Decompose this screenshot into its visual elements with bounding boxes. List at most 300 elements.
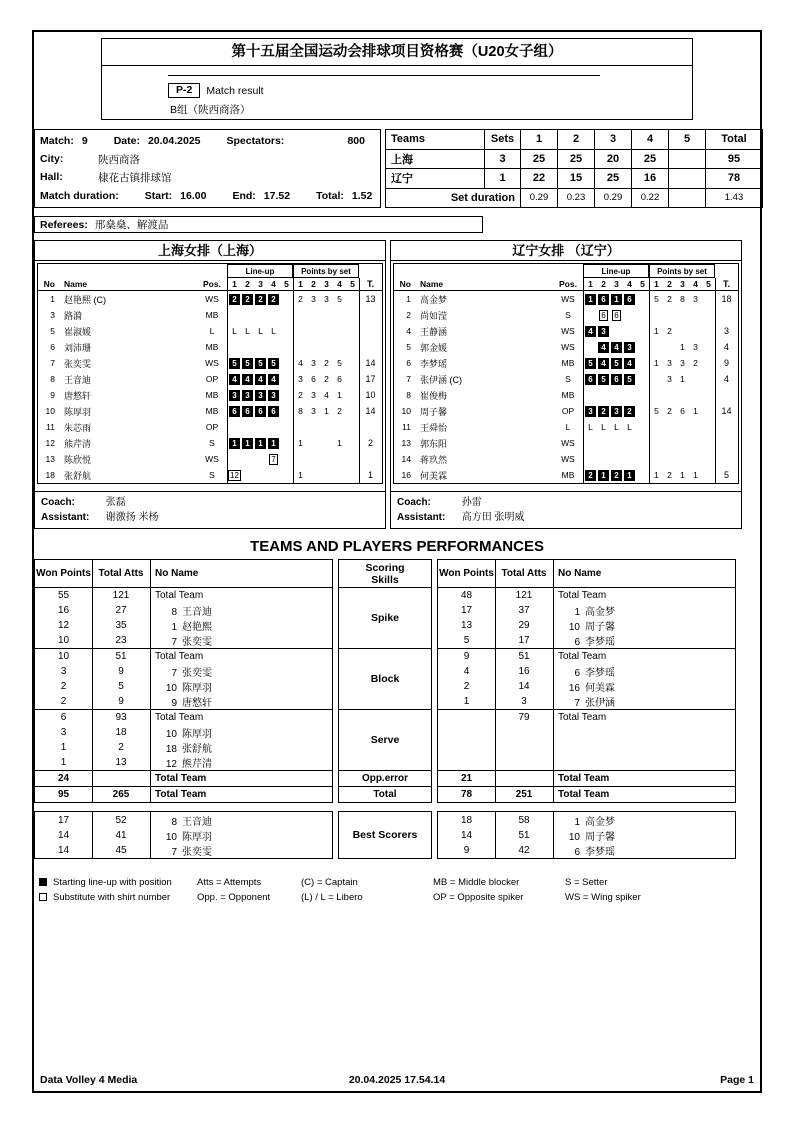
performances-heading: TEAMS AND PLAYERS PERFORMANCES: [250, 538, 544, 555]
lineup-cell: [241, 387, 254, 403]
points-cell: 1: [298, 470, 303, 480]
match-number: 9: [81, 135, 88, 148]
player-position: S: [209, 470, 215, 480]
header-spacer: [715, 264, 737, 278]
best-scorer-row: [35, 813, 332, 828]
player-cell: [553, 603, 735, 618]
player-row: [38, 435, 382, 451]
lineup-cell: [280, 355, 293, 371]
player-name: 何美霖: [585, 683, 615, 694]
player-total-points: 10: [359, 387, 381, 403]
points-cell: [650, 435, 663, 451]
starting-position-square: 3: [268, 390, 279, 401]
starting-position-square: 6: [268, 406, 279, 417]
points-cell: [663, 387, 676, 403]
open-square-icon: [39, 893, 47, 901]
player-row: [394, 419, 738, 435]
lineup-cell: [636, 467, 649, 483]
lineup-cell: [241, 339, 254, 355]
away-roster-table: [393, 263, 739, 484]
lineup-cell: [636, 387, 649, 403]
player-position: MB: [561, 470, 575, 480]
away-player-rows: [394, 291, 738, 483]
performance-row: [438, 603, 735, 618]
points-cell: [320, 339, 333, 355]
player-number: 1: [574, 607, 580, 618]
total-atts-value: 42: [518, 845, 530, 856]
points-cell: 1: [337, 390, 342, 400]
points-cell: 2: [667, 294, 672, 304]
starting-position-square: 6: [598, 294, 609, 305]
total-atts-value: 51: [115, 651, 127, 662]
player-name: 刘沛珊: [64, 342, 92, 353]
roster-group-header: [38, 264, 382, 278]
points-cells: [293, 339, 359, 355]
player-row: [38, 419, 382, 435]
home-team-panel: [34, 240, 386, 529]
away-opp-error-row: [438, 771, 735, 787]
set4-header: 4: [631, 130, 668, 149]
teams-header: Teams: [391, 133, 426, 146]
player-name: 朱芯雨: [64, 422, 92, 433]
player-cell: [553, 843, 735, 858]
set-number-header: 4: [627, 279, 632, 289]
away-set5: [668, 169, 705, 188]
performance-row: [35, 603, 332, 618]
points-cell: 1: [693, 470, 698, 480]
pos-header: Pos.: [203, 279, 221, 289]
opp-error-won: 24: [57, 772, 70, 784]
home-serve-section: [35, 710, 332, 771]
points-cell: [333, 467, 346, 483]
lineup-cell: [623, 323, 636, 339]
player-shirt-number: 1: [50, 294, 55, 304]
points-cell: [320, 467, 333, 483]
points-cell: [650, 307, 663, 323]
points-cells: [293, 307, 359, 323]
player-name: 张舒航: [182, 744, 212, 755]
end-value: 17.52: [263, 189, 291, 202]
total-header: T.: [715, 278, 737, 290]
lineup-cells: [227, 387, 293, 403]
assistant-names: 谢激扬 米杨: [105, 512, 159, 523]
away-block-section: [438, 649, 735, 710]
end-label: End:: [232, 189, 256, 202]
player-shirt-number: 8: [406, 390, 411, 400]
total-team-label: Total Team: [155, 788, 207, 800]
total-header: Total: [705, 130, 762, 149]
starting-position-square: 4: [611, 342, 622, 353]
home-set5: [668, 150, 705, 169]
header-divider-line: [168, 75, 600, 76]
total-atts-value: 58: [518, 815, 530, 826]
away-set4: 16: [631, 169, 668, 188]
player-name: 张奕雯: [182, 847, 212, 858]
points-cell: [650, 451, 663, 467]
player-number: 10: [165, 729, 177, 740]
player-cell: [150, 694, 332, 709]
libero-mark: L: [627, 422, 632, 432]
set-number-header: 1: [588, 279, 593, 289]
lineup-cells: [227, 355, 293, 371]
lineup-cell: [280, 419, 293, 435]
player-row: [38, 355, 382, 371]
player-row: [38, 387, 382, 403]
points-cell: 1: [337, 438, 342, 448]
lineup-cell: [636, 355, 649, 371]
points-cell: [702, 451, 715, 467]
player-name: 高金梦: [585, 817, 615, 828]
lineup-cells: [227, 435, 293, 451]
lineup-cell: [610, 323, 623, 339]
starting-position-square: 5: [255, 358, 266, 369]
points-cell: [307, 307, 320, 323]
player-name: 李梦瑶: [420, 358, 448, 369]
player-total-points: 13: [359, 291, 381, 307]
player-name: 路漪: [64, 310, 83, 321]
player-cell: [553, 813, 735, 828]
lineup-cell: [228, 387, 241, 403]
lineup-cells: [583, 371, 649, 387]
roster-group-header: [394, 264, 738, 278]
starting-position-square: 3: [229, 390, 240, 401]
won-points-value: 3: [60, 727, 67, 738]
match-info-city: [40, 150, 375, 168]
player-position: MB: [205, 390, 219, 400]
lineup-cell: [267, 467, 280, 483]
spectators-value: 800: [347, 135, 365, 148]
total-atts-value: 51: [518, 830, 530, 841]
player-row: [394, 403, 738, 419]
serve-label: Serve: [339, 710, 431, 771]
city-label: City:: [40, 153, 64, 166]
player-number: 9: [171, 698, 177, 709]
performance-row: [438, 649, 735, 664]
player-position: S: [565, 310, 571, 320]
won-points-value: 17: [460, 605, 473, 616]
match-info-hall: [40, 168, 375, 186]
starting-position-square: 1: [229, 438, 240, 449]
player-number: 16: [568, 683, 580, 694]
lineup-cell: [636, 403, 649, 419]
points-cell: [689, 419, 702, 435]
points-cell: [294, 339, 307, 355]
set-number-header: 1: [654, 279, 659, 289]
hall-label: Hall:: [40, 171, 63, 184]
set-number-header: 2: [667, 279, 672, 289]
player-name: 张奕雯: [64, 358, 92, 369]
legend-starting: [39, 877, 197, 888]
won-points-value: 9: [463, 845, 470, 856]
player-shirt-number: 11: [46, 422, 55, 432]
player-cell: [150, 755, 332, 770]
player-cell: [150, 633, 332, 648]
performance-row: [35, 710, 332, 725]
lineup-cell: [584, 451, 597, 467]
libero-mark: L: [614, 422, 619, 432]
points-cell: [663, 307, 676, 323]
points-cells: [649, 435, 715, 451]
points-cell: [702, 339, 715, 355]
points-cell: [346, 371, 359, 387]
name-header: Name: [420, 279, 444, 289]
points-cell: 1: [680, 374, 685, 384]
points-cell: [333, 451, 346, 467]
player-name: 张舒航: [64, 470, 92, 481]
set-number-header: 5: [350, 279, 355, 289]
home-set1: 25: [520, 150, 557, 169]
points-cell: [346, 339, 359, 355]
lineup-cell: [241, 419, 254, 435]
player-position: WS: [561, 454, 575, 464]
away-team-panel: [390, 240, 742, 529]
lineup-cell: [610, 339, 623, 355]
lineup-cell: [597, 339, 610, 355]
points-cell: [346, 291, 359, 307]
set2-duration: 0.23: [557, 189, 594, 208]
won-points-value: 1: [60, 757, 67, 768]
player-cell: [150, 828, 332, 843]
player-cell: [553, 618, 735, 633]
best-scorer-row: [35, 828, 332, 843]
home-team-name: 上海: [391, 153, 413, 166]
starting-position-square: 2: [242, 294, 253, 305]
player-number: 6: [574, 637, 580, 648]
player-position: WS: [561, 342, 575, 352]
player-name: 周子馨: [585, 832, 615, 843]
points-cell: [702, 467, 715, 483]
total-atts-value: 52: [115, 815, 127, 826]
points-cell: 1: [680, 470, 685, 480]
assistant-line: [41, 510, 379, 525]
points-cell: 6: [337, 374, 342, 384]
lineup-cell: [241, 451, 254, 467]
starting-position-square: 4: [229, 374, 240, 385]
lineup-cell: [623, 435, 636, 451]
set-number-header: 3: [324, 279, 329, 289]
report-title: 第十五届全国运动会排球项目资格赛（U20女子组）: [102, 39, 692, 66]
date-label: Date:: [113, 135, 140, 148]
match-label: Match:: [40, 135, 74, 148]
player-shirt-number: 7: [406, 374, 411, 384]
performance-row: [35, 694, 332, 709]
starting-position-square: 4: [585, 326, 596, 337]
player-total-points: 14: [715, 403, 737, 419]
lineup-cell: [636, 435, 649, 451]
lineup-cells: [227, 419, 293, 435]
away-coach-area: [391, 491, 741, 528]
points-cell: [663, 435, 676, 451]
player-name: 陈欣悦: [64, 454, 92, 465]
won-points-value: 3: [60, 666, 67, 677]
away-serve-section: [438, 710, 735, 771]
points-cell: [346, 451, 359, 467]
away-best-scorers-box: [437, 811, 736, 859]
player-cell: [553, 679, 735, 694]
points-cell: 3: [680, 358, 685, 368]
libero-mark: L: [601, 422, 606, 432]
lineup-cell: [267, 371, 280, 387]
points-cell: [650, 387, 663, 403]
player-shirt-number: 16: [401, 470, 411, 480]
points-cell: [650, 371, 663, 387]
column-divider: [495, 812, 496, 858]
player-name: 何美霖: [420, 470, 448, 481]
app-name: Data Volley 4 Media: [40, 1074, 138, 1086]
performance-row: [35, 679, 332, 694]
total-won: 95: [57, 788, 70, 800]
points-cell: [333, 323, 346, 339]
player-total-points: [359, 323, 381, 339]
won-points-value: 14: [460, 830, 473, 841]
lineup-cell: [280, 371, 293, 387]
player-cell: [150, 618, 332, 633]
opp-error-label: Opp.error: [339, 771, 431, 787]
player-row: [38, 307, 382, 323]
player-name: 高金梦: [585, 607, 615, 618]
player-total-points: [715, 451, 737, 467]
points-cell: 3: [693, 294, 698, 304]
total-atts-value: 51: [518, 651, 530, 662]
generated-timestamp: 20.04.2025 17.54.14: [348, 1074, 446, 1086]
away-spike-section: [438, 588, 735, 649]
won-points-value: 10: [57, 651, 70, 662]
points-cell: 5: [337, 294, 342, 304]
starting-position-square: 2: [268, 294, 279, 305]
total-atts-value: 41: [115, 830, 127, 841]
form-code-row: [168, 83, 264, 98]
player-number: 18: [165, 744, 177, 755]
won-points-value: 17: [57, 815, 70, 826]
points-cell: [676, 435, 689, 451]
player-shirt-number: 14: [401, 454, 411, 464]
total-atts-value: 35: [115, 620, 127, 631]
lineup-cell: [228, 371, 241, 387]
set2-header: 2: [557, 130, 594, 149]
player-name: Total Team: [558, 712, 607, 723]
player-total-points: 4: [715, 371, 737, 387]
set-number-header: 2: [245, 279, 250, 289]
points-cell: [663, 451, 676, 467]
player-shirt-number: 6: [406, 358, 411, 368]
lineup-cell: [584, 403, 597, 419]
player-name: 王音迪: [64, 374, 92, 385]
player-shirt-number: 1: [406, 294, 411, 304]
player-name: 赵艳熙 (C): [64, 294, 106, 305]
won-points-value: 12: [57, 620, 70, 631]
player-cell: [150, 843, 332, 858]
starting-position-square: 5: [585, 358, 596, 369]
date-value: 20.04.2025: [147, 135, 201, 148]
lineup-cell: [610, 355, 623, 371]
starting-position-square: 4: [242, 374, 253, 385]
legend: [39, 875, 759, 905]
substitute-shirt-box: 6: [599, 310, 608, 321]
lineup-cell: [267, 419, 280, 435]
player-number: 7: [574, 698, 580, 709]
points-cell: [676, 451, 689, 467]
set5-duration: [668, 189, 705, 208]
points-cell: [294, 307, 307, 323]
lineup-cells: [227, 291, 293, 307]
legend-ws: WS = Wing spiker: [565, 892, 641, 903]
player-shirt-number: 8: [50, 374, 55, 384]
player-position: WS: [205, 454, 219, 464]
points-cell: 2: [324, 358, 329, 368]
won-points-value: 2: [60, 696, 67, 707]
lineup-cell: [623, 355, 636, 371]
performance-row: [35, 664, 332, 679]
player-name: 郭金媛: [420, 342, 448, 353]
home-player-rows: [38, 291, 382, 483]
points-cell: [663, 419, 676, 435]
column-divider: [150, 812, 151, 858]
set1-header: 1: [520, 130, 557, 149]
player-name: 陈厚羽: [182, 832, 212, 843]
points-set-numbers: [649, 278, 715, 290]
points-cell: 3: [667, 374, 672, 384]
lineup-cell: [280, 323, 293, 339]
total-team-label: Total Team: [558, 788, 610, 800]
lineup-cell: [597, 371, 610, 387]
total-atts-value: 93: [115, 712, 127, 723]
player-shirt-number: 3: [50, 310, 55, 320]
lineup-cell: [267, 355, 280, 371]
points-cell: [702, 323, 715, 339]
player-name: 张奕雯: [182, 668, 212, 679]
column-divider: [92, 812, 93, 858]
lineup-cell: [254, 451, 267, 467]
points-cell: 2: [324, 374, 329, 384]
points-cell: [676, 387, 689, 403]
total-team-label: Total Team: [155, 772, 207, 784]
player-name: Total Team: [155, 590, 204, 601]
lineup-cell: [623, 403, 636, 419]
player-position: WS: [561, 294, 575, 304]
points-cell: 3: [324, 294, 329, 304]
lineup-cell: [610, 291, 623, 307]
away-team-title: 辽宁女排 （辽宁）: [391, 241, 741, 261]
player-shirt-number: 10: [401, 406, 411, 416]
won-points-value: 2: [60, 681, 67, 692]
starting-position-square: 4: [624, 358, 635, 369]
points-cells: [649, 355, 715, 371]
player-name: 蒋玖然: [420, 454, 448, 465]
set1-duration: 0.29: [520, 189, 557, 208]
player-cell: [553, 590, 735, 601]
away-set1: 22: [520, 169, 557, 188]
player-number: 6: [574, 668, 580, 679]
points-cell: [702, 419, 715, 435]
lineup-cell: [610, 371, 623, 387]
total-atts-value: 9: [118, 696, 124, 707]
points-cells: [649, 291, 715, 307]
player-name: 王舜怡: [420, 422, 448, 433]
lineup-cell: [610, 451, 623, 467]
lineup-cell: [228, 307, 241, 323]
no-name-header: No Name: [558, 568, 602, 579]
player-cell: [553, 633, 735, 648]
player-number: 12: [165, 759, 177, 770]
set-number-header: 2: [311, 279, 316, 289]
legend-text: Starting line-up with position: [53, 877, 172, 888]
group-label: B组（陕西商洛）: [170, 104, 251, 116]
player-cell: [553, 712, 735, 723]
starting-position-square: 6: [611, 374, 622, 385]
lineup-cell: [267, 387, 280, 403]
starting-position-square: 6: [242, 406, 253, 417]
total-atts-value: 17: [518, 635, 530, 646]
